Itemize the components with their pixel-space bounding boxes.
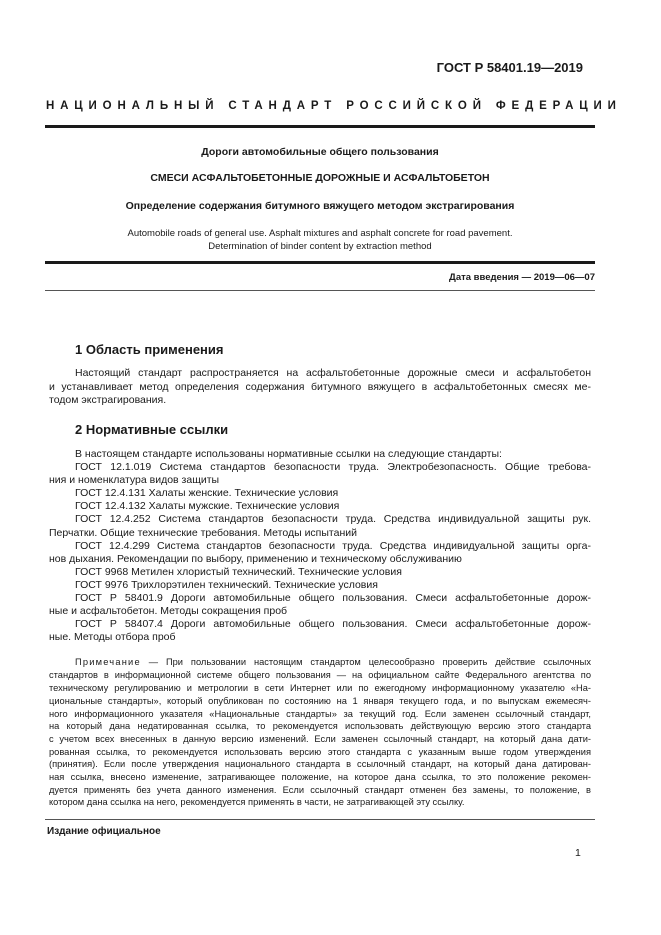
section-1-line: и устанавливает метод определения содержания битумного вяжущего в асфальтобетонных смесях ме- bbox=[49, 381, 591, 393]
note-line: стандартов в информационной системе общего пользования — на официальном сайте Федерального агентства по bbox=[49, 670, 591, 680]
note-line: с учетом всех внесенных в данную версию изменений. Если заменен ссылочный стандарт, на который дана дати- bbox=[49, 734, 591, 744]
reference-line: нов дыхания. Рекомендации по выбору, применению и техническому обслуживанию bbox=[49, 553, 462, 565]
note-first-line bbox=[75, 656, 591, 668]
note-prefix: Примечание bbox=[75, 657, 141, 667]
national-standard-heading: НАЦИОНАЛЬНЫЙ СТАНДАРТ РОССИЙСКОЙ ФЕДЕРАЦИИ bbox=[46, 100, 622, 112]
note-line: дуется применять без учета данного изменения. Если ссылочный стандарт отменен без замены, то положение, в bbox=[49, 785, 591, 795]
note-line: ная ссылка, внесено изменение, затрагивающее положение, на которое дана ссылка, то это положение рекомен- bbox=[49, 772, 591, 782]
introduction-date: Дата введения — 2019—06—07 bbox=[449, 272, 595, 283]
document-number: ГОСТ Р 58401.19—2019 bbox=[436, 60, 583, 75]
reference-line: ГОСТ 9976 Трихлорэтилен технический. Технические условия bbox=[75, 579, 378, 591]
section-2-heading: 2 Нормативные ссылки bbox=[75, 422, 229, 437]
page-number: 1 bbox=[575, 847, 581, 859]
note-line: на который дана недатированная ссылка, то рекомендуется использовать действующую версию этого стандарта bbox=[49, 721, 591, 731]
section-1-heading: 1 Область применения bbox=[75, 342, 224, 357]
note-line: рованная ссылка, то рекомендуется использовать версию этого стандарта с указанным выше годом утверждения bbox=[49, 747, 591, 757]
reference-line: ГОСТ 12.1.019 Система стандартов безопасности труда. Электробезопасность. Общие требова- bbox=[75, 461, 591, 473]
reference-line: ГОСТ 12.4.252 Система стандартов безопасности труда. Средства индивидуальной защиты рук. bbox=[75, 513, 591, 525]
reference-line: ния и номенклатура видов защиты bbox=[49, 474, 220, 486]
reference-line: ГОСТ Р 58401.9 Дороги автомобильные общего пользования. Смеси асфальтобетонные дорож- bbox=[75, 592, 591, 604]
english-title-line-1: Automobile roads of general use. Asphalt mixtures and asphalt concrete for road pavement. bbox=[127, 228, 513, 239]
note-line: циональные стандарты», который опубликован по состоянию на 1 января текущего года, и по выпускам ежемесяч- bbox=[49, 696, 591, 706]
title-bottom-divider bbox=[45, 261, 595, 264]
date-divider bbox=[45, 290, 595, 291]
section-1-line: Настоящий стандарт распространяется на асфальтобетонные дорожные смеси и асфальтобетон bbox=[75, 367, 591, 379]
note-line: котором дана ссылка на него, рекомендуется применять в части, не затрагивающей эту ссылку. bbox=[49, 797, 465, 807]
reference-line: Перчатки. Общие технические требования. Методы испытаний bbox=[49, 527, 357, 539]
english-title-line-2: Determination of binder content by extraction method bbox=[208, 241, 432, 252]
reference-line: ГОСТ 12.4.131 Халаты женские. Технические условия bbox=[75, 487, 339, 499]
title-line-2: СМЕСИ АСФАЛЬТОБЕТОННЫЕ ДОРОЖНЫЕ И АСФАЛЬТОБЕТОН bbox=[150, 172, 490, 184]
title-line-3: Определение содержания битумного вяжущего методом экстрагирования bbox=[125, 200, 515, 212]
note-line: (принятия). Если после утверждения национального стандарта в ссылочный стандарт, на который дана датирован- bbox=[49, 759, 591, 769]
reference-line: ГОСТ 12.4.132 Халаты мужские. Технические условия bbox=[75, 500, 340, 512]
section-1-line: тодом экстрагирования. bbox=[49, 394, 167, 406]
title-line-1: Дороги автомобильные общего пользования bbox=[201, 146, 439, 158]
footer-divider bbox=[45, 819, 595, 820]
top-divider bbox=[45, 125, 595, 128]
note-line: ного информационного указателя «Национальные стандарты» за текущий год. Если заменен ссылочный стандарт, bbox=[49, 709, 591, 719]
note-line: техническому регулированию и метрологии в сети Интернет или по ежегодному информационному указателю «На- bbox=[49, 683, 591, 693]
reference-line: ные. Методы отбора проб bbox=[49, 631, 176, 643]
reference-line: ГОСТ Р 58407.4 Дороги автомобильные общего пользования. Смеси асфальтобетонные дорож- bbox=[75, 618, 591, 630]
note-first-line-text: — При пользовании настоящим стандартом целесообразно проверить действие ссылочных bbox=[140, 657, 591, 667]
reference-line: В настоящем стандарте использованы нормативные ссылки на следующие стандарты: bbox=[75, 448, 502, 460]
official-edition-label: Издание официальное bbox=[47, 826, 161, 837]
reference-line: ГОСТ 9968 Метилен хлористый технический. Технические условия bbox=[75, 566, 402, 578]
reference-line: ГОСТ 12.4.299 Система стандартов безопасности труда. Средства индивидуальной защиты орга- bbox=[75, 540, 591, 552]
reference-line: ные и асфальтобетон. Методы сокращения проб bbox=[49, 605, 288, 617]
